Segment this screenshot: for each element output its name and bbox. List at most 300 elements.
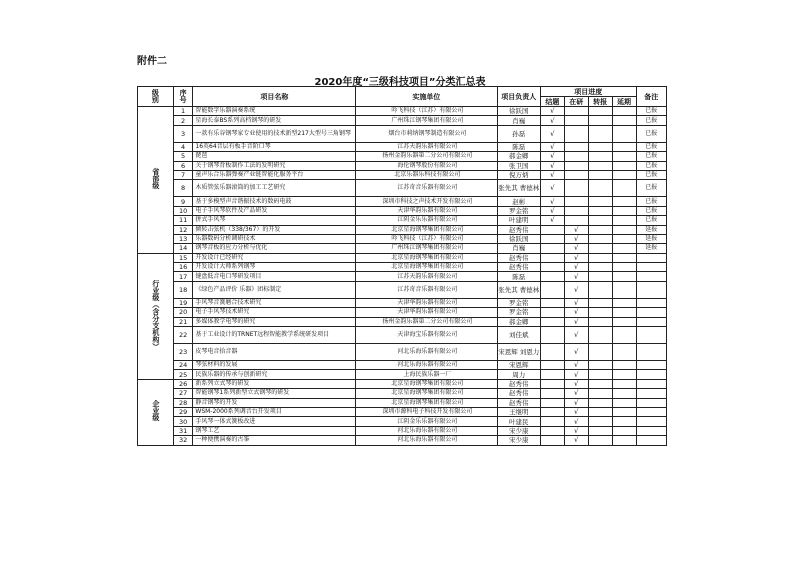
progress-transfer-cell xyxy=(588,389,612,398)
leader-cell: 罗金铭 xyxy=(497,308,540,317)
progress-transfer-cell xyxy=(588,234,612,243)
progress-done-cell xyxy=(540,152,564,161)
leader-cell: 孙磊 xyxy=(497,125,540,142)
progress-delayed-cell xyxy=(612,398,636,407)
progress-done-cell xyxy=(540,436,564,445)
progress-delayed-cell xyxy=(612,170,636,179)
checkmark-icon: √ xyxy=(574,272,579,281)
leader-cell: 王继明 xyxy=(497,407,540,416)
checkmark-icon: √ xyxy=(550,184,555,193)
progress-delayed-cell xyxy=(612,436,636,445)
checkmark-icon: √ xyxy=(574,380,579,388)
table-row xyxy=(138,389,667,398)
progress-transfer-cell xyxy=(588,170,612,179)
checkmark-icon: √ xyxy=(574,235,579,244)
remark-cell xyxy=(636,327,666,344)
checkmark-icon: √ xyxy=(550,107,555,116)
checkmark-icon: √ xyxy=(574,348,579,357)
seq-cell: 11 xyxy=(173,216,193,225)
progress-done-cell xyxy=(540,206,564,215)
project-name-cell: 童声乐合乐器弹奏产业链智能化服务平台 xyxy=(193,170,356,179)
project-name-cell: 静音钢琴的开发 xyxy=(193,398,356,407)
table-row xyxy=(138,152,667,161)
header-leader: 项目负责人 xyxy=(497,87,540,107)
seq-cell: 14 xyxy=(173,244,193,253)
seq-cell: 27 xyxy=(173,389,193,398)
progress-research-cell xyxy=(564,142,588,151)
progress-transfer-cell xyxy=(588,216,612,225)
leader-cell: 罗金铭 xyxy=(497,298,540,307)
leader-cell: 赵秀伟 xyxy=(497,389,540,398)
remark-cell: 已报 xyxy=(636,152,666,161)
project-name-cell: 16英64音层有板手音阶口琴 xyxy=(193,142,356,151)
unit-cell: 江阴金乐乐器有限公司 xyxy=(356,417,497,426)
remark-cell: 已报 xyxy=(636,206,666,215)
remark-cell xyxy=(636,417,666,426)
progress-done-cell xyxy=(540,281,564,298)
progress-delayed-cell xyxy=(612,389,636,398)
progress-transfer-cell xyxy=(588,426,612,435)
progress-transfer-cell xyxy=(588,298,612,307)
unit-cell: 吟飞科技（江苏）有限公司 xyxy=(356,107,497,116)
unit-cell: 河北乐海乐器有限公司 xyxy=(356,426,497,435)
header-remarks: 备注 xyxy=(636,87,666,107)
progress-delayed-cell xyxy=(612,225,636,234)
table-row xyxy=(138,116,667,125)
progress-transfer-cell xyxy=(588,263,612,272)
seq-cell: 32 xyxy=(173,436,193,445)
leader-cell: 赵秀伟 xyxy=(497,398,540,407)
unit-cell: 北京星海钢琴集团有限公司 xyxy=(356,379,497,388)
checkmark-icon: √ xyxy=(550,129,555,138)
progress-transfer-cell xyxy=(588,398,612,407)
remark-cell xyxy=(636,426,666,435)
unit-cell: 北京星海钢琴集团有限公司 xyxy=(356,389,497,398)
unit-cell: 北京星海钢琴集团有限公司 xyxy=(356,225,497,234)
progress-transfer-cell xyxy=(588,206,612,215)
progress-done-cell xyxy=(540,170,564,179)
unit-cell: 广州珠江钢琴集团有限公司 xyxy=(356,116,497,125)
progress-research-cell xyxy=(564,253,588,262)
progress-transfer-cell xyxy=(588,161,612,170)
unit-cell: 天津华韵乐器有限公司 xyxy=(356,206,497,215)
progress-delayed-cell xyxy=(612,327,636,344)
project-name-cell: 基于工业设计的TRNET远程智能教学系统研发项目 xyxy=(193,327,356,344)
progress-transfer-cell xyxy=(588,152,612,161)
progress-transfer-cell xyxy=(588,407,612,416)
project-name-cell: 钢琴工艺 xyxy=(193,426,356,435)
leader-cell: 张卫国 xyxy=(497,161,540,170)
remark-cell: 已报 xyxy=(636,161,666,170)
table-row xyxy=(138,398,667,407)
project-name-cell: 多媒体教学电琴的研究 xyxy=(193,317,356,326)
unit-cell: 深圳市科技之声技术开发有限公司 xyxy=(356,197,497,206)
unit-cell: 河北乐海乐器有限公司 xyxy=(356,361,497,370)
table-body xyxy=(138,107,667,446)
project-name-cell: 琵琶 xyxy=(193,152,356,161)
leader-cell: 肖巍 xyxy=(497,244,540,253)
remark-cell xyxy=(636,407,666,416)
progress-research-cell xyxy=(564,398,588,407)
progress-delayed-cell xyxy=(612,426,636,435)
table-row xyxy=(138,298,667,307)
seq-cell: 28 xyxy=(173,398,193,407)
progress-transfer-cell xyxy=(588,344,612,361)
checkmark-icon: √ xyxy=(550,197,555,206)
progress-transfer-cell xyxy=(588,317,612,326)
leader-cell: 徐跃国 xyxy=(497,234,540,243)
table-row xyxy=(138,436,667,445)
progress-done-cell xyxy=(540,125,564,142)
remark-cell xyxy=(636,281,666,298)
progress-delayed-cell xyxy=(612,234,636,243)
table-row xyxy=(138,125,667,142)
checkmark-icon: √ xyxy=(574,426,579,435)
checkmark-icon: √ xyxy=(574,244,579,253)
project-name-cell: 关于钢琴背板制作工法的发明研究 xyxy=(193,161,356,170)
project-name-cell: 开发设计已经研究 xyxy=(193,253,356,262)
project-name-cell: 皮琴电音拾音器 xyxy=(193,344,356,361)
project-name-cell: 钢琴音板的应力分析与优化 xyxy=(193,244,356,253)
progress-transfer-cell xyxy=(588,142,612,151)
seq-cell: 6 xyxy=(173,161,193,170)
progress-delayed-cell xyxy=(612,180,636,197)
progress-research-cell xyxy=(564,426,588,435)
header-transfer: 转报 xyxy=(588,97,612,107)
remark-cell xyxy=(636,379,666,388)
table-row xyxy=(138,107,667,116)
seq-cell: 29 xyxy=(173,407,193,416)
progress-research-cell xyxy=(564,407,588,416)
progress-delayed-cell xyxy=(612,344,636,361)
table-row xyxy=(138,142,667,151)
seq-cell: 20 xyxy=(173,308,193,317)
remark-cell xyxy=(636,389,666,398)
checkmark-icon: √ xyxy=(550,116,555,125)
progress-delayed-cell xyxy=(612,116,636,125)
progress-research-cell xyxy=(564,379,588,388)
leader-cell: 宋恩辉 xyxy=(497,361,540,370)
table-row xyxy=(138,253,667,262)
remark-cell xyxy=(636,308,666,317)
progress-research-cell xyxy=(564,244,588,253)
seq-cell: 13 xyxy=(173,234,193,243)
seq-cell: 8 xyxy=(173,180,193,197)
table-row xyxy=(138,272,667,281)
table-row xyxy=(138,327,667,344)
seq-cell: 30 xyxy=(173,417,193,426)
leader-cell: 倪万炳 xyxy=(497,170,540,179)
progress-delayed-cell xyxy=(612,125,636,142)
progress-done-cell xyxy=(540,298,564,307)
project-name-cell: 一款有乐谷钢琴家专业使用的技术新型217大型号三角钢琴 xyxy=(193,125,356,142)
seq-cell: 10 xyxy=(173,206,193,215)
table-row xyxy=(138,225,667,234)
unit-cell: 江苏天韵乐器有限公司 xyxy=(356,142,497,151)
project-name-cell: 智能钢琴1系列新型立式钢琴的研发 xyxy=(193,389,356,398)
progress-research-cell xyxy=(564,197,588,206)
table-row xyxy=(138,370,667,379)
progress-transfer-cell xyxy=(588,244,612,253)
checkmark-icon: √ xyxy=(574,299,579,308)
unit-cell: 广州珠江钢琴集团有限公司 xyxy=(356,244,497,253)
leader-cell: 赵秀伟 xyxy=(497,263,540,272)
table-row xyxy=(138,407,667,416)
seq-cell: 4 xyxy=(173,142,193,151)
remark-cell xyxy=(636,298,666,307)
project-name-cell: WSM-2000系列调音台开发项目 xyxy=(193,407,356,416)
progress-research-cell xyxy=(564,327,588,344)
project-name-cell: 电子手风琴软件及产品研发 xyxy=(193,206,356,215)
progress-delayed-cell xyxy=(612,370,636,379)
leader-cell: 叶建民 xyxy=(497,417,540,426)
progress-done-cell xyxy=(540,142,564,151)
table-row xyxy=(138,417,667,426)
progress-research-cell xyxy=(564,370,588,379)
progress-done-cell xyxy=(540,407,564,416)
unit-cell: 河北乐海乐器有限公司 xyxy=(356,344,497,361)
project-name-cell: 拼式手风琴 xyxy=(193,216,356,225)
progress-research-cell xyxy=(564,281,588,298)
seq-cell: 24 xyxy=(173,361,193,370)
progress-done-cell xyxy=(540,361,564,370)
table-row xyxy=(138,361,667,370)
progress-done-cell xyxy=(540,317,564,326)
progress-done-cell xyxy=(540,253,564,262)
seq-cell: 12 xyxy=(173,225,193,234)
progress-delayed-cell xyxy=(612,161,636,170)
checkmark-icon: √ xyxy=(574,263,579,272)
progress-delayed-cell xyxy=(612,272,636,281)
progress-research-cell xyxy=(564,161,588,170)
progress-transfer-cell xyxy=(588,253,612,262)
progress-research-cell xyxy=(564,389,588,398)
progress-delayed-cell xyxy=(612,206,636,215)
seq-cell: 7 xyxy=(173,170,193,179)
progress-research-cell xyxy=(564,361,588,370)
table-row xyxy=(138,344,667,361)
seq-cell: 3 xyxy=(173,125,193,142)
progress-done-cell xyxy=(540,426,564,435)
progress-delayed-cell xyxy=(612,107,636,116)
project-name-cell: 手风琴一体式簧板改进 xyxy=(193,417,356,426)
project-name-cell: 星海长泰BS系列高档钢琴的研发 xyxy=(193,116,356,125)
seq-cell: 18 xyxy=(173,281,193,298)
progress-transfer-cell xyxy=(588,308,612,317)
remark-cell xyxy=(636,344,666,361)
project-name-cell: 手风琴音簧磨合技术研究 xyxy=(193,298,356,307)
progress-delayed-cell xyxy=(612,407,636,416)
progress-done-cell xyxy=(540,216,564,225)
unit-cell: 上海民族乐器一厂 xyxy=(356,370,497,379)
checkmark-icon: √ xyxy=(574,417,579,426)
table-row xyxy=(138,170,667,179)
unit-cell: 扬州金韵乐器第二分公司有限公司 xyxy=(356,317,497,326)
unit-cell: 海伦钢琴股份有限公司 xyxy=(356,161,497,170)
leader-cell: 赵秀伟 xyxy=(497,253,540,262)
progress-done-cell xyxy=(540,370,564,379)
progress-transfer-cell xyxy=(588,327,612,344)
project-name-cell: 倾转击弦机（338/367）的开发 xyxy=(193,225,356,234)
unit-cell: 吟飞科技（江苏）有限公司 xyxy=(356,234,497,243)
unit-cell: 北京星海钢琴集团有限公司 xyxy=(356,398,497,407)
leader-cell: 宋少康 xyxy=(497,426,540,435)
progress-delayed-cell xyxy=(612,379,636,388)
progress-done-cell xyxy=(540,107,564,116)
progress-delayed-cell xyxy=(612,317,636,326)
project-name-cell: 木质管弦乐器滚筒的加工工艺研究 xyxy=(193,180,356,197)
seq-cell: 9 xyxy=(173,197,193,206)
unit-cell: 烟台市莉纳钢琴制造有限公司 xyxy=(356,125,497,142)
leader-cell: 宋少康 xyxy=(497,436,540,445)
table-row xyxy=(138,263,667,272)
seq-cell: 22 xyxy=(173,327,193,344)
table-row xyxy=(138,379,667,388)
table-row xyxy=(138,206,667,215)
progress-transfer-cell xyxy=(588,225,612,234)
table-row xyxy=(138,317,667,326)
progress-delayed-cell xyxy=(612,308,636,317)
leader-cell: 赵秀伟 xyxy=(497,379,540,388)
progress-research-cell xyxy=(564,298,588,307)
progress-delayed-cell xyxy=(612,142,636,151)
progress-research-cell xyxy=(564,116,588,125)
remark-cell: 延报 xyxy=(636,234,666,243)
progress-done-cell xyxy=(540,308,564,317)
checkmark-icon: √ xyxy=(574,361,579,370)
table-row xyxy=(138,180,667,197)
progress-delayed-cell xyxy=(612,216,636,225)
seq-cell: 21 xyxy=(173,317,193,326)
progress-transfer-cell xyxy=(588,125,612,142)
remark-cell: 已报 xyxy=(636,170,666,179)
progress-done-cell xyxy=(540,116,564,125)
progress-research-cell xyxy=(564,436,588,445)
remark-cell: 已报 xyxy=(636,216,666,225)
leader-cell: 宋恩辉 刘恩力 xyxy=(497,344,540,361)
progress-transfer-cell xyxy=(588,180,612,197)
checkmark-icon: √ xyxy=(550,171,555,180)
unit-cell: 天津华韵乐器有限公司 xyxy=(356,298,497,307)
leader-cell: 赵彬 xyxy=(497,197,540,206)
progress-done-cell xyxy=(540,225,564,234)
header-progress: 项目进度 xyxy=(540,87,636,97)
checkmark-icon: √ xyxy=(574,308,579,317)
progress-transfer-cell xyxy=(588,107,612,116)
leader-cell: 张先其 曹德林 xyxy=(497,281,540,298)
checkmark-icon: √ xyxy=(574,285,579,294)
progress-research-cell xyxy=(564,263,588,272)
progress-delayed-cell xyxy=(612,281,636,298)
progress-research-cell xyxy=(564,125,588,142)
header-in-research: 在研 xyxy=(564,97,588,107)
checkmark-icon: √ xyxy=(574,408,579,417)
header-unit: 实施单位 xyxy=(356,87,497,107)
table-row xyxy=(138,216,667,225)
table-row xyxy=(138,308,667,317)
checkmark-icon: √ xyxy=(550,142,555,151)
remark-cell xyxy=(636,398,666,407)
seq-cell: 31 xyxy=(173,426,193,435)
unit-cell: 扬州金韵乐器第二分公司有限公司 xyxy=(356,152,497,161)
unit-cell: 江苏天韵乐器有限公司 xyxy=(356,272,497,281)
unit-cell: 江阴金乐乐器有限公司 xyxy=(356,216,497,225)
progress-done-cell xyxy=(540,161,564,170)
progress-research-cell xyxy=(564,225,588,234)
progress-delayed-cell xyxy=(612,152,636,161)
checkmark-icon: √ xyxy=(550,152,555,161)
progress-transfer-cell xyxy=(588,436,612,445)
progress-done-cell xyxy=(540,398,564,407)
progress-research-cell xyxy=(564,234,588,243)
progress-research-cell xyxy=(564,216,588,225)
table-row xyxy=(138,244,667,253)
unit-cell: 北京星海钢琴集团有限公司 xyxy=(356,263,497,272)
remark-cell xyxy=(636,370,666,379)
progress-research-cell xyxy=(564,180,588,197)
remark-cell: 延报 xyxy=(636,244,666,253)
progress-research-cell xyxy=(564,170,588,179)
checkmark-icon: √ xyxy=(574,398,579,407)
unit-cell: 江苏奇音乐器有限公司 xyxy=(356,180,497,197)
progress-transfer-cell xyxy=(588,370,612,379)
checkmark-icon: √ xyxy=(574,317,579,326)
unit-cell: 深圳市源科电子科技开发有限公司 xyxy=(356,407,497,416)
checkmark-icon: √ xyxy=(574,331,579,340)
seq-cell: 19 xyxy=(173,298,193,307)
attachment-label: 附件二 xyxy=(137,56,167,67)
progress-transfer-cell xyxy=(588,417,612,426)
checkmark-icon: √ xyxy=(574,389,579,398)
project-name-cell: 琴弦材料的发展 xyxy=(193,361,356,370)
unit-cell: 北京星海钢琴集团有限公司 xyxy=(356,253,497,262)
project-name-cell: 开发设计大师系列钢琴 xyxy=(193,263,356,272)
table-header xyxy=(138,87,667,107)
progress-delayed-cell xyxy=(612,253,636,262)
progress-done-cell xyxy=(540,379,564,388)
remark-cell: 已报 xyxy=(636,197,666,206)
progress-delayed-cell xyxy=(612,244,636,253)
project-name-cell: 电子手风琴技术研究 xyxy=(193,308,356,317)
level-cell: 省部级 xyxy=(138,107,174,254)
seq-cell: 25 xyxy=(173,370,193,379)
header-seq: 序号 xyxy=(173,87,193,107)
progress-transfer-cell xyxy=(588,197,612,206)
table-row xyxy=(138,281,667,298)
progress-research-cell xyxy=(564,107,588,116)
unit-cell: 天津海宝乐器有限公司 xyxy=(356,327,497,344)
progress-transfer-cell xyxy=(588,361,612,370)
unit-cell: 河北乐海乐器有限公司 xyxy=(356,436,497,445)
header-level: 级别 xyxy=(138,87,174,107)
checkmark-icon: √ xyxy=(550,206,555,215)
progress-done-cell xyxy=(540,327,564,344)
progress-research-cell xyxy=(564,308,588,317)
seq-cell: 23 xyxy=(173,344,193,361)
leader-cell: 罗金铭 xyxy=(497,206,540,215)
progress-research-cell xyxy=(564,152,588,161)
progress-done-cell xyxy=(540,244,564,253)
progress-done-cell xyxy=(540,389,564,398)
progress-delayed-cell xyxy=(612,417,636,426)
progress-delayed-cell xyxy=(612,361,636,370)
progress-done-cell xyxy=(540,272,564,281)
seq-cell: 15 xyxy=(173,253,193,262)
level-cell: 企业级 xyxy=(138,379,174,445)
seq-cell: 1 xyxy=(173,107,193,116)
seq-cell: 16 xyxy=(173,263,193,272)
remark-cell xyxy=(636,436,666,445)
